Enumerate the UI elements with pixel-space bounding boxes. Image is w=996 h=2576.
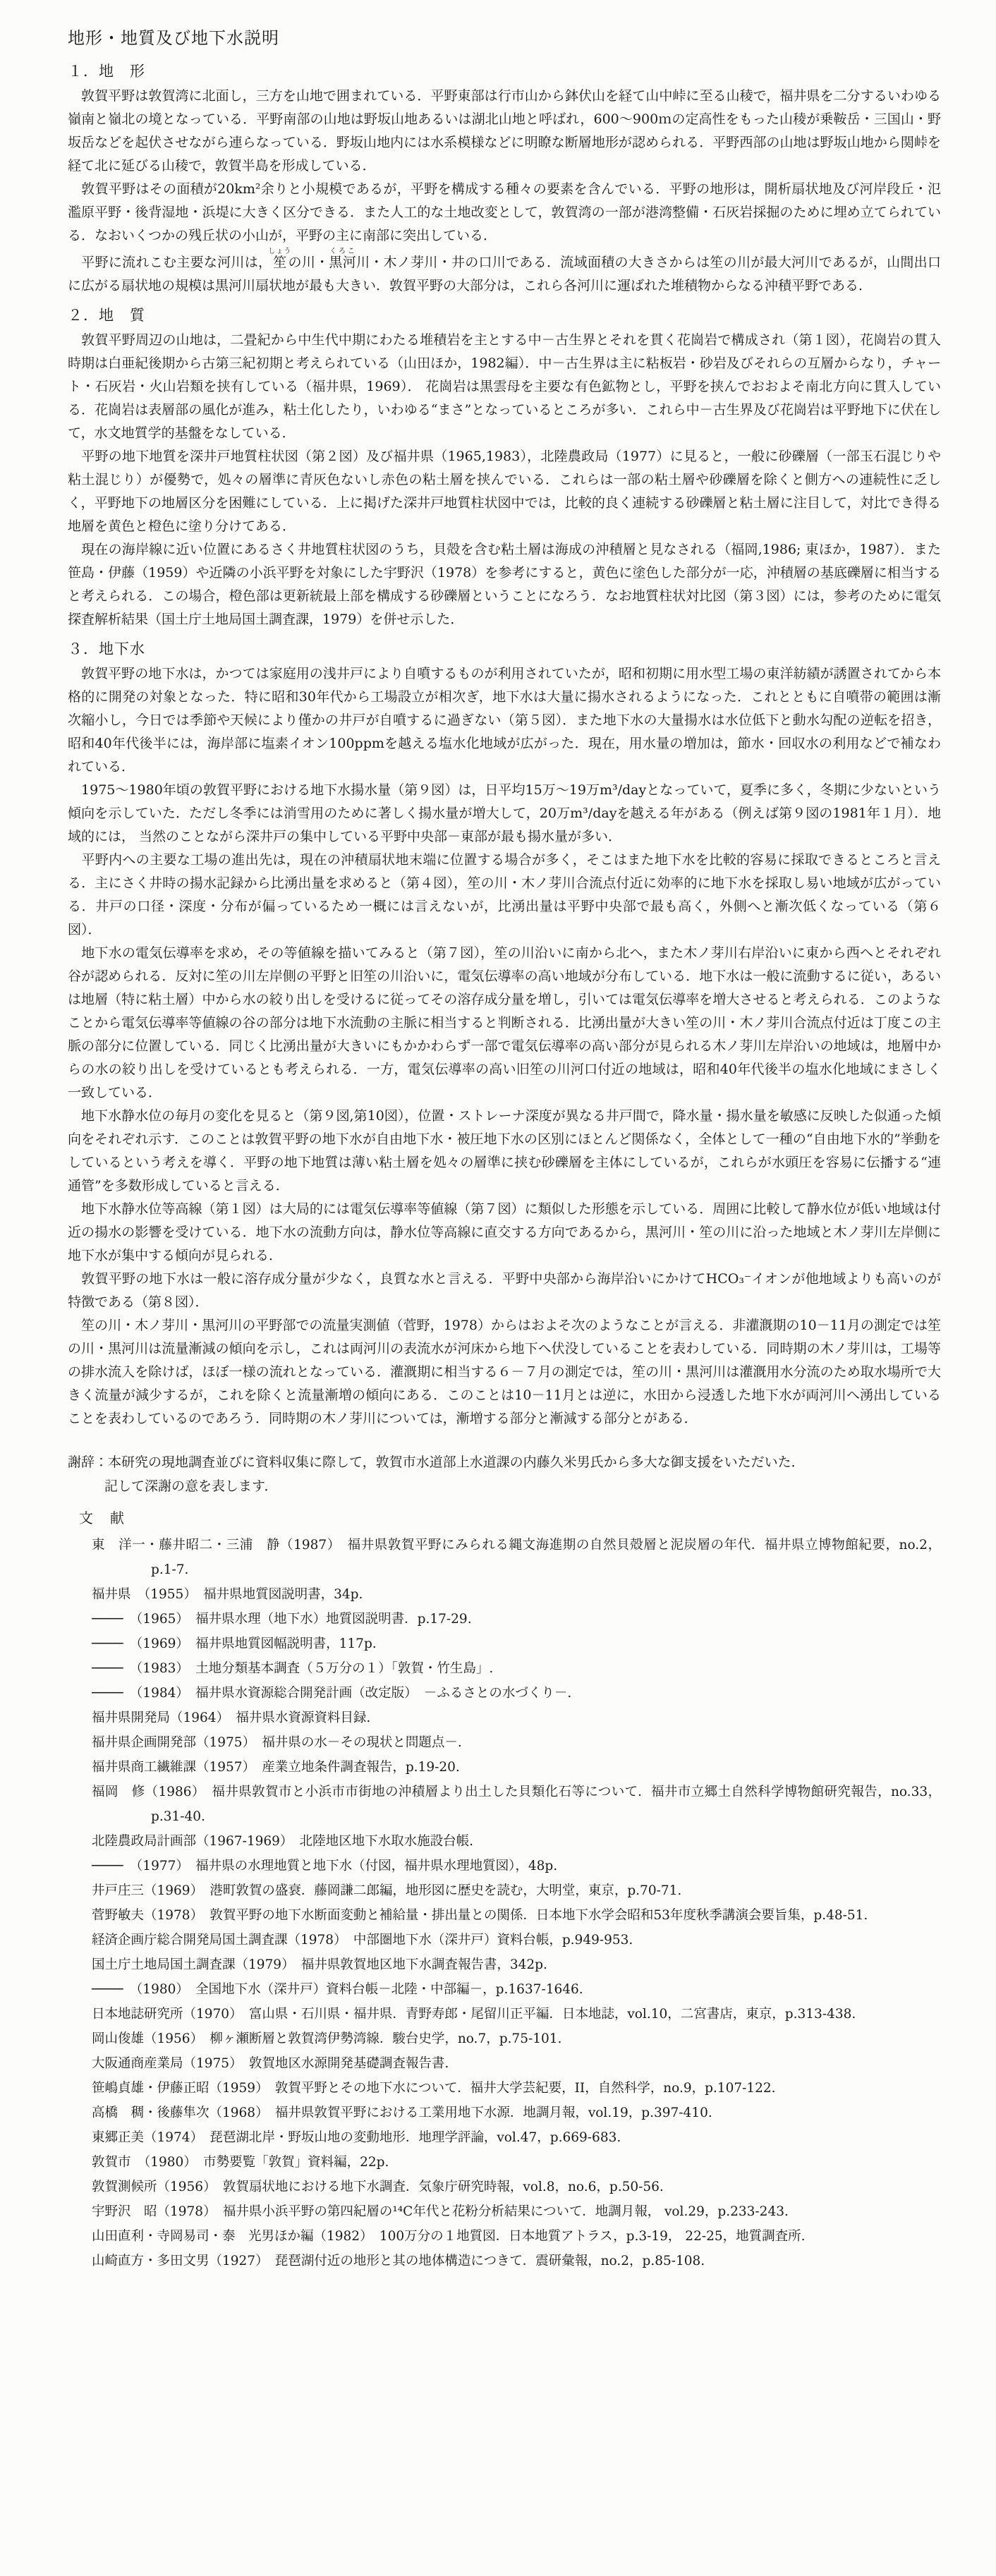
river-text-mid: の川・ [288, 255, 329, 270]
reference-item: 井戸庄三（1969） 港町敦賀の盛衰．藤岡謙二郎編，地形図に歴史を読む，大明堂，東京，p.70-71. [92, 1883, 682, 1898]
reference-item: 菅野敏夫（1978） 敦賀平野の地下水断面変動と補給量・排出量との関係．日本地下水学会昭和53年度秋季講演会要旨集，p.48-51. [92, 1908, 868, 1923]
paragraph: 敦賀平野周辺の山地は，二畳紀から中生代中期にわたる堆積岩を主とする中－古生界とそれを貫く花崗岩で構成され（第１図），花崗岩の貫入時期は白亜紀後期から古第三紀初期と考えられている（山田ほか，1982編）．中－古生界は主に粘板岩・砂岩及びそれらの互層からなり，チャート・石灰岩・火山岩類を挟有している（福井県，1969）． 花崗岩は黒雲母を主要な有色鉱物とし，平野を挟んでおおよそ南北方向に貫入している．花崗岩は表層部の風化が進み，粘土化したり，いわゆる“まさ”となっているところが多い．これら中－古生界及び花崗岩は平野地下に伏在して，水文地質学的基盤をなしている． [68, 332, 941, 441]
acknowledgement [68, 1450, 941, 1498]
reference-item: ──── （1977） 福井県の水理地質と地下水（付図，福井県水理地質図），48p. [92, 1859, 558, 1873]
ruby-sho-river: 笙しょう [268, 248, 292, 270]
reference-item: 笹嶋貞雄・伊藤正昭（1959） 敦賀平野とその地下水について．福井大学芸紀要，II，自然科学，no.9，p.107-122. [92, 2081, 776, 2096]
references-section [68, 1507, 941, 2273]
river-text-pre: 平野に流れこむ主要な河川は， [68, 255, 272, 270]
acknowledgement-line: 記して深謝の意を表します． [104, 1478, 278, 1494]
reference-item: 福井県開発局（1964） 福井県水資源資料目録. [92, 1711, 371, 1725]
reference-item: 福井県 （1955） 福井県地質図説明書，34p. [92, 1587, 363, 1602]
paragraph: 敦賀平野の地下水は一般に溶存成分量が少なく，良質な水と言える．平野中央部から海岸沿いにかけてHCO₃⁻イオンが他地域よりも高いのが特徴である（第８図）． [68, 1271, 941, 1310]
river-text-post: 川・木ノ芽川・井の口川である．流域面積の大きさからは笙の川が最大河川であるが，山間出口に広がる扇状地の規模は黒河川扇状地が最も大きい．敦賀平野の大部分は，これら各河川に運ばれた堆積物からなる沖積平野である． [68, 255, 941, 293]
paragraph: 地下水静水位等高線（第１図）は大局的には電気伝導率等値線（第７図）に類似した形態を示している．周囲に比較して静水位が低い地域は付近の揚水の影響を受けている．地下水の流動方向は，静水位等高線に直交する方向であるから，黒河川・笙の川に沿った地域と木ノ芽川左岸側に地下水が集中する傾向が見られる． [68, 1201, 941, 1263]
section-heading-groundwater: ３．地下水 [68, 640, 145, 657]
reference-item: 日本地誌研究所（1970） 富山県・石川県・福井県．青野寿郎・尾留川正平編．日本地誌，vol.10，二宮書店，東京，p.313-438. [92, 2007, 856, 2022]
reference-item: 東 洋一・藤井昭二・三浦 静（1987） 福井県敦賀平野にみられる縄文海進期の自然貝殻層と泥炭層の年代．福井県立博物館紀要，no.2，p.1-7. [92, 1538, 941, 1577]
paragraph: 地下水静水位の毎月の変化を見ると（第９図,第10図），位置・ストレーナ深度が異なる井戸間で，降水量・揚水量を敏感に反映した似通った傾向をそれぞれ示す．このことは敦賀平野の地下水が自由地下水・被圧地下水の区別にほとんど関係なく，全体として一種の“自由地下水的”挙動をしているという考えを導く．平野の地下地質は薄い粘土層を処々の層準に挟む砂礫層を主体にしているが，これらが水頭圧を容易に伝播する“連通管”を多数形成していると言える． [68, 1108, 941, 1193]
reference-item: 福井県商工繊維課（1957） 産業立地条件調査報告，p.19-20. [92, 1760, 460, 1775]
paragraph: 敦賀平野はその面積が20km²余りと小規模であるが，平野を構成する種々の要素を含んでいる．平野の地形は，開析扇状地及び河岸段丘・氾濫原平野・後背湿地・浜堤に大きく区分できる．また人工的な土地改変として，敦賀湾の一部が港湾整備・石灰岩採掘のために埋め立てられている．なおいくつかの残丘状の小山が，平野の主に南部に突出している． [68, 181, 941, 243]
paragraph: 地下水の電気伝導率を求め，その等値線を描いてみると（第７図），笙の川沿いに南から北へ，また木ノ芽川右岸沿いに東から西へとそれぞれ谷が認められる．反対に笙の川左岸側の平野と旧笙の川沿いに，電気伝導率の高い地域が分布している．地下水は一般に流動するに従い，あるいは地層（特に粘土層）中から水の絞り出しを受けるに従ってその溶存成分量を増し，引いては電気伝導率を増大させると考えられる．このようなことから電気伝導率等値線の谷の部分は地下水流動の主脈に相当すると判断される．比湧出量が大きい笙の川・木ノ芽川合流点付近は丁度この主脈の部分に位置している．同じく比湧出量が大きいにもかかわらず一部で電気伝導率の高い部分が見られる木ノ芽川左岸沿いの地域は，地層中からの水の絞り出しを受けているとも考えられる．一方，電気伝導率の高い旧笙の川河口付近の地域は，昭和40年代後半の塩水化地域にまさしく一致している． [68, 945, 941, 1100]
acknowledgement-line: 謝辞：本研究の現地調査並びに資料収集に際して，敦賀市水道部上水道課の内藤久米男氏から多大な御支援をいただいた． [68, 1454, 805, 1470]
reference-item: 北陸農政局計画部（1967-1969） 北陸地区地下水取水施設台帳. [92, 1834, 474, 1849]
reference-item: 大阪通商産業局（1975） 敦賀地区水源開発基礎調査報告書. [92, 2056, 449, 2071]
paragraph: 敦賀平野は敦賀湾に北面し，三方を山地で囲まれている．平野東部は行市山から鉢伏山を経て山中峠に至る山稜で，福井県を二分するいわゆる嶺南と嶺北の境となっている．平野南部の山地は野坂山地あるいは湖北山地と呼ばれ，600～900ｍの定高性をもった山稜が乗鞍岳・三国山・野坂岳などを起伏させながら連らなっている．野坂山地内には水系模様などに明瞭な断層地形が認められる．平野西部の山地は野坂山地から関峠を経て北に延びる山稜で，敦賀半島を形成している． [68, 88, 941, 174]
ruby-kuroko-river: 黒河くろこ [329, 248, 356, 270]
paragraph: 平野の地下地質を深井戸地質柱状図（第２図）及び福井県（1965,1983），北陸農政局（1977）に見ると，一般に砂礫層（一部玉石混じりや粘土混じり）が優勢で，処々の層準に青灰色ないし赤色の粘土層を挟んでいる．これらは一部の粘土層や砂礫層を除くと側方への連続性に乏しく，平野地下の地層区分を困難にしている．上に掲げた深井戸地質柱状図中では，比較的良く連続する砂礫層と粘土層に注目して，対比でき得る地層を黄色と橙色に塗り分けてある． [68, 449, 941, 534]
reference-item: 敦賀市 （1980） 市勢要覧「敦賀」資料編，22p. [92, 2155, 389, 2170]
reference-item: 国土庁土地局国土調査課（1979） 福井県敦賀地区地下水調査報告書，342p. [92, 1957, 547, 1972]
paragraph: 敦賀平野の地下水は，かつては家庭用の浅井戸により自噴するものが利用されていたが，昭和初期に用水型工場の東洋紡績が誘置されてから本格的に開発の対象となった．特に昭和30年代から工場設立が相次ぎ，地下水は大量に揚水されるようになった．これとともに自噴帯の範囲は漸次縮小し，今日では季節や天候により僅かの井戸が自噴するに過ぎない（第５図）．また地下水の大量揚水は水位低下と動水勾配の逆転を招き，昭和40年代後半には，海岸部に塩素イオン100ppmを越える塩水化地域が広がった．現在，用水量の増加は，節水・回収水の利用などで補なわれている． [68, 666, 941, 774]
reference-item: ──── （1983） 土地分類基本調査（５万分の１）「敦賀・竹生島」. [92, 1661, 494, 1676]
reference-item: 福井県企画開発部（1975） 福井県の水－その現状と問題点－. [92, 1735, 462, 1750]
reference-item: 東郷正美（1974） 琵琶湖北岸・野坂山地の変動地形．地理学評論，vol.47，p.669-683. [92, 2130, 621, 2145]
reference-item: 経済企画庁総合開発局国土調査課（1978） 中部圏地下水（深井戸）資料台帳，p.949-953. [92, 1933, 633, 1948]
reference-item: ──── （1965） 福井県水理（地下水）地質図説明書．p.17-29. [92, 1612, 472, 1627]
paragraph: 平野内への主要な工場の進出先は，現在の沖積扇状地末端に位置する場合が多く，そこはまた地下水を比較的容易に採取できるところと言える．主にさく井時の揚水記録から比湧出量を求めると（第４図），笙の川・木ノ芽川合流点付近に効率的に地下水を採取し易い地域が広がっている．井戸の口径・深度・分布が偏っているため一概には言えないが，比湧出量は平野中央部で最も高く，外側へと漸次低くなっている（第６図）． [68, 852, 941, 937]
reference-item: 敦賀測候所（1956） 敦賀扇状地における地下水調査．気象庁研究時報，vol.8，no.6，p.50-56. [92, 2180, 664, 2194]
reference-item: 山田直利・寺岡易司・泰 光男ほか編（1982） 100万分の１地質図．日本地質アトラス，p.3-19， 22-25，地質調査所. [92, 2229, 806, 2244]
references-heading: 文 献 [79, 1509, 126, 1526]
paragraph: 現在の海岸線に近い位置にあるさく井地質柱状図のうち，貝殻を含む粘土層は海成の沖積層と見なされる（福岡,1986; 東ほか，1987）．また笹島・伊藤（1959）や近隣の小浜平野を対象にした宇野沢（1978）を参考にすると，黄色に塗色した部分が一応，沖積層の基底礫層に相当すると考えられる．この場合，橙色部は更新統最上部を構成する砂礫層ということになろう．なお地質柱状対比図（第３図）には，参考のために電気探査解析結果（国土庁土地局国土調査課，1979）を併せ示した． [68, 542, 941, 627]
section-groundwater [68, 638, 941, 1430]
section-heading-topography: １．地 形 [68, 63, 145, 80]
reference-item: 山崎直方・多田文男（1927） 琵琶湖付近の地形と其の地体構造につきて．震研彙報，no.2，p.85-108. [92, 2254, 705, 2268]
paragraph: 笙の川・木ノ芽川・黒河川の平野部での流量実測値（菅野，1978）からはおよそ次のようなことが言える．非灌漑期の10－11月の測定では笙の川・黒河川は流量漸減の傾向を示し，これは両河川の表流水が河床から地下へ伏没していることを表わしている．同時期の木ノ芽川は，工場等の排水流入を除けば，ほぼ一様の流れとなっている．灌漑期に相当する６－７月の測定では，笙の川・黒河川は灌漑用水分流のため取水場所で大きく流量が減少するが，これを除くと流量漸増の傾向にある．このことは10－11月とは逆に，水田から浸透した地下水が両河川へ湧出していることを表わしているのであろう．同時期の木ノ芽川については，漸増する部分と漸減する部分とがある． [68, 1318, 941, 1426]
reference-item: ──── （1984） 福井県水資源総合開発計画（改定版） －ふるさとの水づくり－. [92, 1686, 572, 1701]
section-topography [68, 60, 941, 298]
reference-item: 宇野沢 昭（1978） 福井県小浜平野の第四紀層の¹⁴C年代と花粉分析結果について．地調月報， vol.29，p.233-243. [92, 2204, 789, 2219]
section-geology [68, 304, 941, 631]
reference-item: 福岡 修（1986） 福井県敦賀市と小浜市市街地の沖積層より出土した貝類化石等について．福井市立郷土自然科学博物館研究報告，no.33，p.31-40. [92, 1785, 941, 1824]
reference-item: 岡山俊雄（1956） 柳ヶ瀬断層と敦賀湾伊勢湾線．駿台史学，no.7，p.75-101. [92, 2031, 562, 2046]
reference-item: 高橋 稠・後藤隼次（1968） 福井県敦賀平野における工業用地下水源．地調月報，vol.19，p.397-410. [92, 2106, 712, 2120]
paragraph: 1975～1980年頃の敦賀平野における地下水揚水量（第９図）は，日平均15万～19万m³/dayとなっていて，夏季に多く，冬期に少ないという傾向を示していた．ただし冬季には消雪用のために著しく揚水量が増大して，20万m³/dayを越える年がある（例えば第９図の1981年１月）．地域的には， 当然のことながら深井戸の集中している平野中央部－東部が最も揚水量が多い． [68, 782, 941, 844]
section-heading-geology: ２．地 質 [68, 307, 145, 324]
page-title: 地形・地質及び地下水説明 [68, 28, 279, 48]
references-list [68, 1533, 941, 2273]
reference-item: ──── （1980） 全国地下水（深井戸）資料台帳－北陸・中部編－，p.1637-1646. [92, 1982, 583, 1997]
reference-item: ──── （1969） 福井県地質図幅説明書，117p. [92, 1636, 377, 1651]
paragraph-rivers [68, 248, 941, 298]
